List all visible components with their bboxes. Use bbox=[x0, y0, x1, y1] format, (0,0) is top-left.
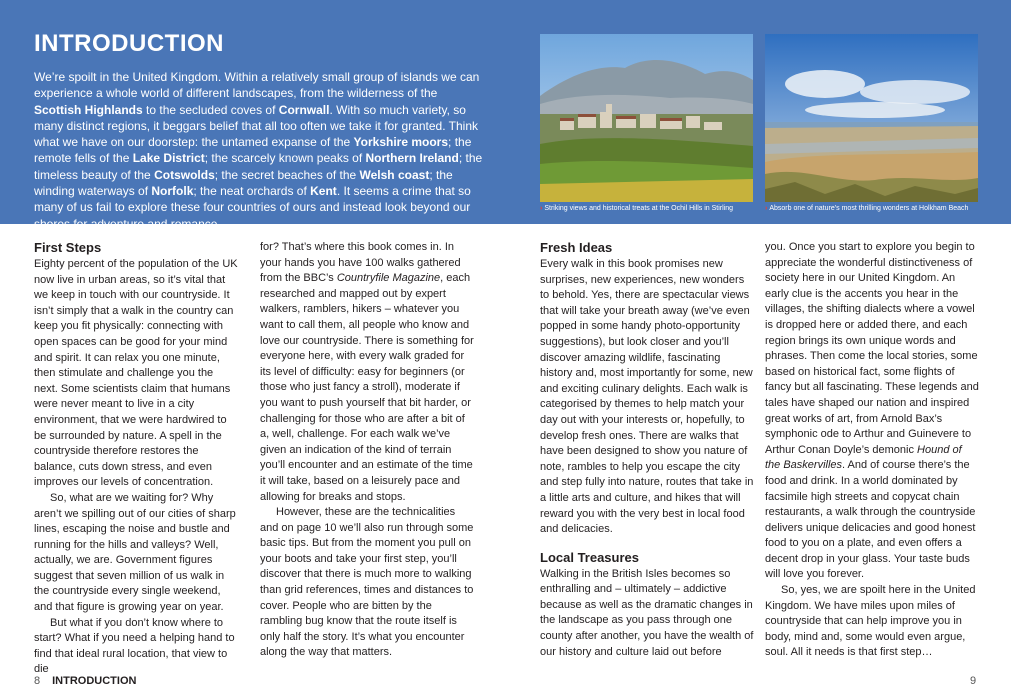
footer-left bbox=[34, 675, 136, 687]
intro-paragraph bbox=[34, 69, 486, 232]
text-column-3 bbox=[540, 240, 755, 660]
body-paragraph: However, these are the technicalities and on page 10 we’ll also run through some basic tips. But from the moment you pull on your boots and take your first step, you’ll discover that there is much more to walking than grid references, times and distances to cover. People who are bitten by the rambling bug know that the route itself is only half the story. It’s what you encounter along the way that matters. bbox=[260, 506, 474, 659]
place-name: Scottish Highlands bbox=[34, 102, 143, 117]
page-number-left: 8 bbox=[34, 675, 41, 687]
photo-caption: › Absorb one of nature’s most thrilling wonders at Holkham Beach bbox=[765, 205, 969, 212]
caption-arrow-icon: › bbox=[765, 205, 768, 212]
intro-text-run: to the secluded coves of bbox=[142, 102, 279, 117]
body-paragraph: Eighty percent of the population of the UK now live in urban areas, so it’s vital that we keep in touch with our countryside. It isn’t simply that a walk in the country can keep you fit physically: connecting with open spaces can be good for your mind and spirit. It can relax you one minute, then stimulate and challenge you the next. Some scientists claim that humans were never meant to live in a city environment, that we were hardwired to be surrounded by nature. A spell in the countryside therefore restores the balance, cuts down stress, and even improves our levels of concentration. bbox=[34, 258, 238, 489]
text-column-4 bbox=[765, 240, 980, 661]
intro-text-run: ; the timeless beauty of the bbox=[34, 151, 483, 182]
intro-text-run: . With so much variety, so many distinct regions, it beggars belief that all too often we take it for granted. Think what we have on our doorstep: the untamed expanse of the bbox=[34, 102, 479, 150]
text-column-2 bbox=[260, 240, 475, 661]
caption-arrow-icon: › bbox=[540, 205, 543, 212]
intro-text-run: . It seems a crime that so many of us fail to explore these four countries of ours and instead look beyond our shores for adventure and romance. bbox=[34, 184, 471, 231]
body-paragraph: you. Once you start to explore you begin to appreciate the wonderful distinctiveness of society here in our United Kingdom. An early clue is the accents you hear in the villages, the shifting dialects where a vowel is dropped here or added there, and each region brings its own unique words and phrases. Then come the local stories, some based on historical fact, some flights of fancy but all fascinating. These legends and tales have shaped our nation and inspired great works of art, from Arnold Bax’s symphonic ode to Arthur and Guinevere to Arthur Conan Doyle’s demonic Hound of the Baskervilles. And of course there’s the food and drink. In a world dominated by facsimile high streets and copycat chain restaurants, a walk through the countryside delivers unique delicacies and good honest food to you on a plate, and even offers a decent drop in your glass. Your taste buds will love you forever. bbox=[765, 241, 979, 581]
running-section-title: INTRODUCTION bbox=[52, 675, 137, 687]
body-paragraph: Every walk in this book promises new surprises, new experiences, new wonders to behold. Yes, there are spectacular views that will take your breath away (we’ve even popped in some handy photo-opportunity suggestions), but look closer and you’ll discover amazing wildlife, fascinating history and, most importantly for some, new and exciting culinary delights. Each walk is categorised by themes to help match your day out with your interests or, hopefully, to develop fresh ones. There are walks that have been designed to show you nature of note, rambles to help you escape the city and step fully into nature, routes that take in a little arts and culture, and hikes that will reward you with the very best in local food and delicacies. bbox=[540, 258, 754, 536]
page-title: INTRODUCTION bbox=[34, 30, 224, 57]
place-name: Lake District bbox=[132, 151, 205, 166]
body-paragraph: So, yes, we are spoilt here in the United Kingdom. We have miles upon miles of countryside that can help improve you in body, mind and, some would even argue, soul. All it needs is that first step… bbox=[765, 584, 976, 659]
place-name: Kent bbox=[310, 184, 337, 199]
place-name: Yorkshire moors bbox=[353, 135, 449, 150]
place-name: Cornwall bbox=[278, 102, 330, 117]
intro-text-run: ; the remote fells of the bbox=[34, 135, 472, 166]
place-name: Norfolk bbox=[151, 184, 194, 199]
intro-text-run: ; the neat orchards of bbox=[193, 184, 311, 199]
body-paragraph: for? That’s where this book comes in. In your hands you have 100 walks gathered from the BBC’s Countryfile Magazine, each researched and mapped out by expert walkers, ramblers, hikers – whatever you want to call them, all people who know and love our countryside. There is something for everyone here, with every walk graded for its level of difficulty: easy for beginners (or those who just fancy a stroll), moderate if you want to push yourself that bit harder, or challenging for those who are after a bit of a, well, challenge. For each walk we’ve given an indication of the kind of terrain you’ll encounter and an estimate of the time it will take, based on a leisurely pace and allowing for breaks and stops. bbox=[260, 241, 474, 503]
intro-text-run: ; the winding waterways of bbox=[34, 167, 453, 199]
place-name: Cotswolds bbox=[154, 167, 215, 182]
intro-text-run: We’re spoilt in the United Kingdom. Within a relatively small group of islands we can experience a whole world of different landscapes, from the wilderness of the bbox=[34, 70, 480, 101]
section-heading-fresh-ideas: Fresh Ideas bbox=[540, 240, 613, 255]
page-number-right: 9 bbox=[970, 675, 977, 687]
intro-text-run: ; the secret beaches of the bbox=[214, 167, 360, 182]
text-column-1 bbox=[34, 240, 239, 678]
place-name: Northern Ireland bbox=[365, 151, 459, 166]
photo-caption: › Striking views and historical treats at the Ochil Hills in Stirling bbox=[540, 205, 734, 212]
photo-holkham-beach bbox=[765, 34, 978, 202]
body-paragraph: But what if you don’t know where to start? What if you need a helping hand to find that ideal rural location, that view to die bbox=[34, 616, 235, 676]
intro-text-run: ; the scarcely known peaks of bbox=[204, 151, 366, 166]
section-heading-first-steps: First Steps bbox=[34, 240, 102, 255]
place-name: Welsh coast bbox=[359, 167, 430, 182]
body-paragraph: So, what are we waiting for? Why aren’t we spilling out of our cities of sharp lines, escaping the noise and bustle and running for the hills and valleys? Well, actually, we are. Government figures suggest that seven million of us walk in the countryside every single weekend, and that figure is growing year on year. bbox=[34, 491, 236, 614]
section-heading-local-treasures: Local Treasures bbox=[540, 549, 639, 565]
body-paragraph: Walking in the British Isles becomes so enthralling and – ultimately – addictive because as well as the dramatic changes in the landscape as you pass through one county after another, you have the wealth of our history and culture laid out before bbox=[540, 567, 754, 658]
photo-ochil-hills bbox=[540, 34, 753, 202]
